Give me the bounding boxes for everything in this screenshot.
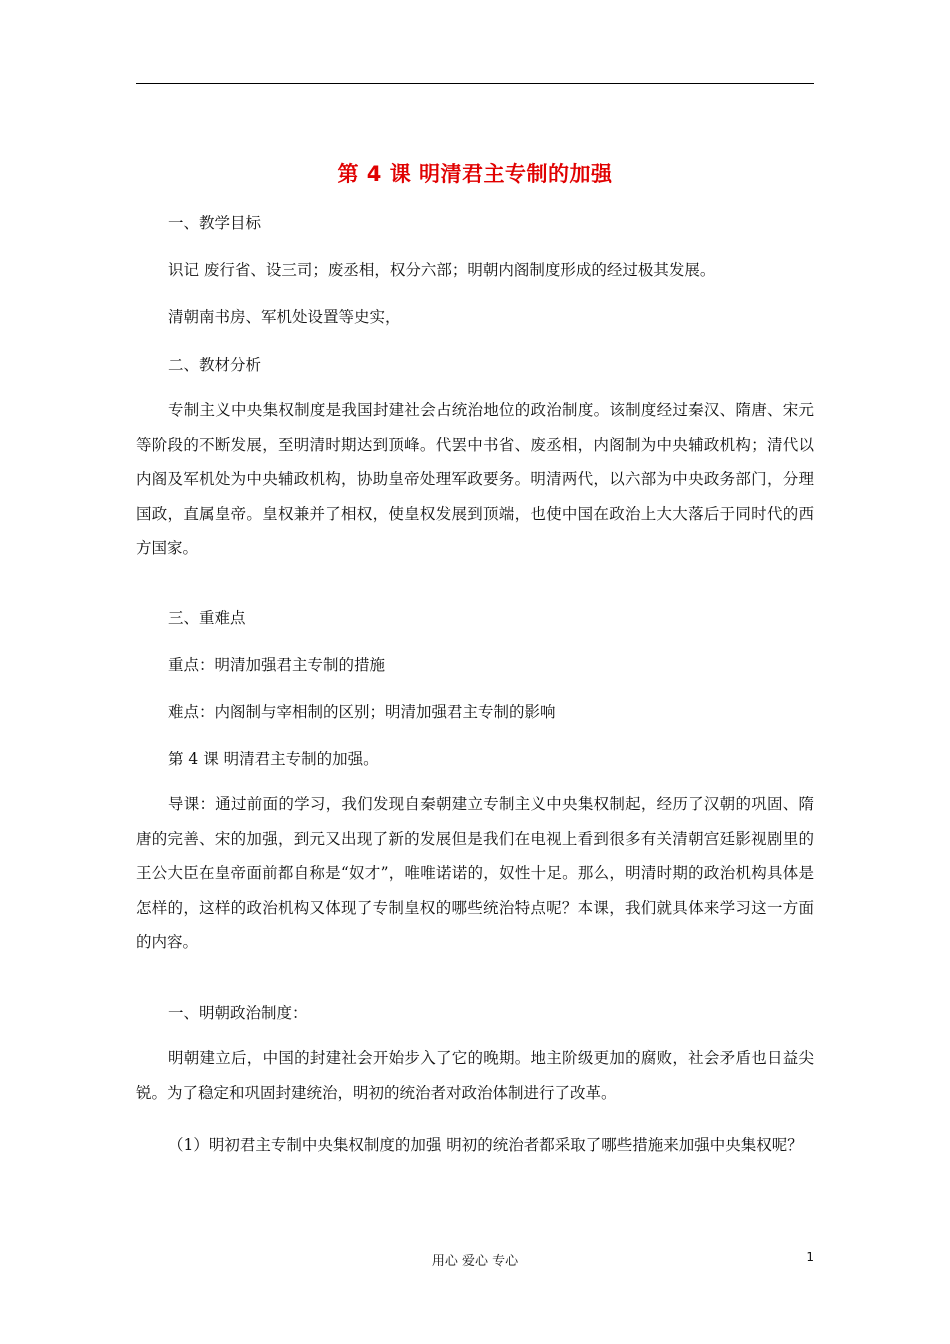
section-heading-analysis: 二、教材分析 bbox=[168, 356, 262, 374]
intro-paragraph: 导课：通过前面的学习，我们发现自秦朝建立专制主义中央集权制起，经历了汉朝的巩固、隋唐的完善、宋的加强，到元又出现了新的发展但是我们在电视上看到很多有关清朝宫廷影视剧里的王公大臣在皇帝面前都自称是“奴才”，唯唯诺诺的，奴性十足。那么，明清时期的政治机构具体是怎样的，这样的政治机构又体现了专制皇权的哪些统治特点呢？本课，我们就具体来学习这一方面的内容。 bbox=[136, 795, 814, 951]
section-heading-ming: 一、明朝政治制度： bbox=[168, 1004, 308, 1022]
lesson-title-line: 第 4 课 明清君主专制的加强。 bbox=[168, 750, 379, 768]
footer-motto: 用心 爱心 专心 bbox=[431, 1254, 519, 1269]
section-heading-key-points: 三、重难点 bbox=[168, 609, 246, 627]
page-title: 第 4 课 明清君主专制的加强 bbox=[337, 162, 613, 186]
analysis-paragraph: 专制主义中央集权制度是我国封建社会占统治地位的政治制度。该制度经过秦汉、隋唐、宋元等阶段的不断发展，至明清时期达到顶峰。代罢中书省、废丞相，内阁制为中央辅政机构；清代以内阁及军机处为中央辅政机构，协助皇帝处理军政要务。明清两代，以六部为中央政务部门，分理国政，直属皇帝。皇权兼并了相权，使皇权发展到顶端，也使中国在政治上大大落后于同时代的西方国家。 bbox=[136, 401, 814, 557]
page-number: 1 bbox=[806, 1250, 814, 1264]
difficult-point-line: 难点：内阁制与宰相制的区别；明清加强君主专制的影响 bbox=[168, 703, 556, 721]
header-rule bbox=[136, 83, 814, 84]
ming-paragraph: 明朝建立后，中国的封建社会开始步入了它的晚期。地主阶级更加的腐败，社会矛盾也日益尖锐。为了稳定和巩固封建统治，明初的统治者对政治体制进行了改革。 bbox=[136, 1049, 814, 1102]
key-point-line: 重点：明清加强君主专制的措施 bbox=[168, 656, 386, 674]
ming-question-paragraph: （1）明初君主专制中央集权制度的加强 明初的统治者都采取了哪些措施来加强中央集权呢？ bbox=[168, 1136, 803, 1154]
section-heading-objectives: 一、教学目标 bbox=[168, 214, 262, 232]
objectives-line-1: 识记 废行省、设三司；废丞相，权分六部；明朝内阁制度形成的经过极其发展。 bbox=[168, 261, 716, 279]
objectives-line-2: 清朝南书房、军机处设置等史实， bbox=[168, 308, 401, 326]
